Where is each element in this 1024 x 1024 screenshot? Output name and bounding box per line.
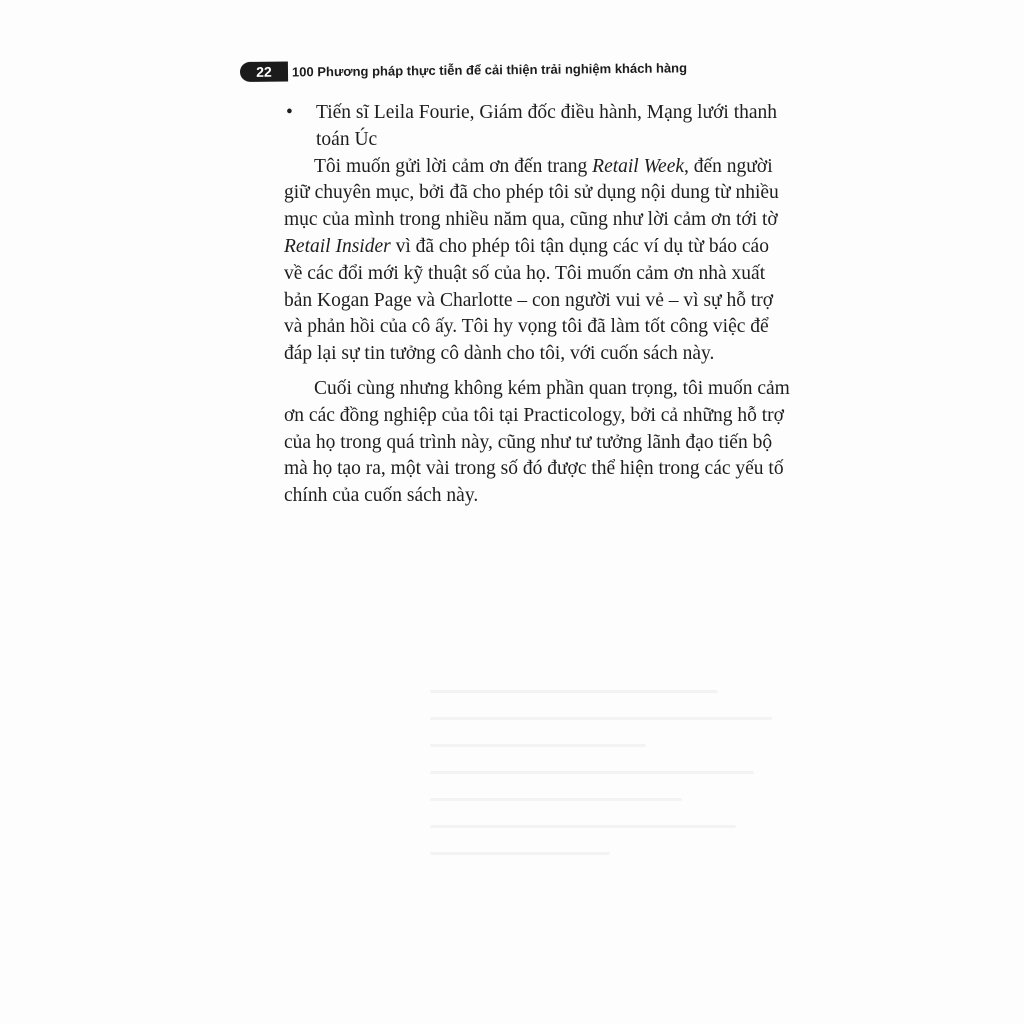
page-number: 22 <box>240 61 288 82</box>
publication-name: Retail Insider <box>284 235 391 257</box>
page-body <box>284 100 792 510</box>
running-header <box>240 55 687 84</box>
paragraph-closing: Cuối cùng nhưng không kém phần quan trọng, tôi muốn cảm ơn các đồng nghiệp của tôi tại Practicology, bởi cả những hỗ trợ của họ trong quá trình này, cũng như tư tưởng lãnh đạo tiến bộ mà họ tạo ra, một vài trong số đó được thể hiện trong các yếu tố chính của cuốn sách này. <box>284 377 790 507</box>
paragraph-text: , đến người giữ chuyên mục, bởi đã cho phép tôi sử dụng nội dung từ nhiều mục của mình trong nhiều năm qua, cũng như lời cảm ơn tới tờ <box>284 155 779 231</box>
book-title: 100 Phương pháp thực tiễn để cải thiện trải nghiệm khách hàng <box>291 59 688 79</box>
bleed-through-shadow <box>430 690 790 950</box>
bullet-list-item <box>284 100 792 154</box>
bullet-text: Tiến sĩ Leila Fourie, Giám đốc điều hành, Mạng lưới thanh toán Úc <box>316 102 778 150</box>
paragraph-acknowledgement <box>284 154 792 368</box>
paragraph-text: Tôi muốn gửi lời cảm ơn đến trang <box>314 155 593 177</box>
publication-name: Retail Week <box>592 155 685 177</box>
paragraph-text: vì đã cho phép tôi tận dụng các ví dụ từ báo cáo về các đổi mới kỹ thuật số của họ. Tôi muốn cảm ơn nhà xuất bản Kogan Page và Charlotte – con người vui vẻ – vì sự hỗ trợ và phản hồi của cô ấy. Tôi hy vọng tôi đã làm tốt công việc để đáp lại sự tin tưởng cô dành cho tôi, với cuốn sách này. <box>284 235 774 365</box>
bullet-icon: • <box>286 102 293 123</box>
